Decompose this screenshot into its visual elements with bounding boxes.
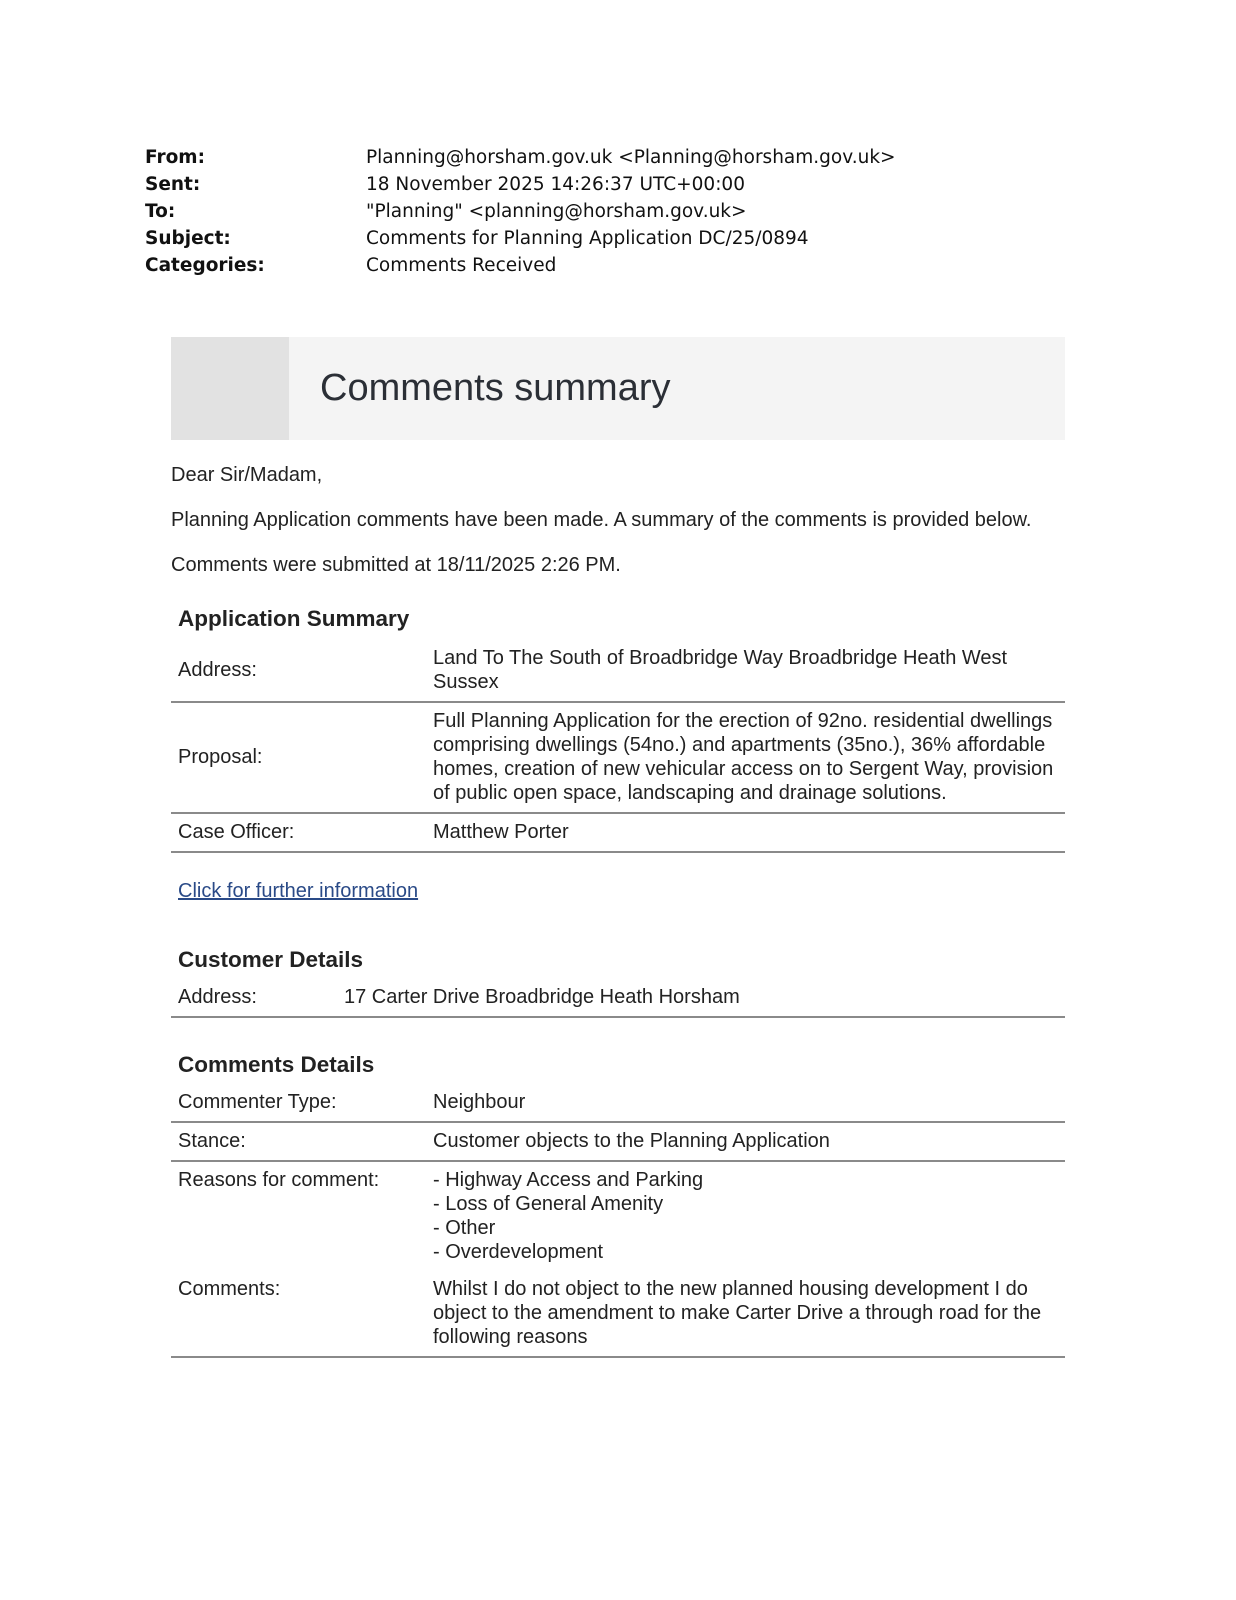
sent-label: Sent:	[145, 174, 201, 195]
reason-item: - Highway Access and Parking	[433, 1169, 704, 1191]
customer-address-label: Address:	[171, 979, 337, 1017]
from-value: Planning@horsham.gov.uk <Planning@horsham.gov.uk>	[366, 147, 896, 168]
table-row	[171, 1271, 1065, 1357]
application-summary-heading: Application Summary	[178, 606, 410, 631]
proposal-value: Full Planning Application for the erection of 92no. residential dwellings comprising dwellings (54no.) and apartments (35no.), 36% affordable homes, creation of new vehicular access on to Sergent Way, provision of public open space, landscaping and drainage solutions.	[426, 702, 1065, 813]
to-value: "Planning" <planning@horsham.gov.uk>	[366, 201, 747, 222]
submitted-text: Comments were submitted at 18/11/2025 2:26 PM.	[171, 554, 621, 576]
proposal-label: Proposal:	[171, 702, 426, 813]
table-row	[171, 979, 1065, 1017]
summary-banner	[171, 337, 1065, 440]
customer-address-value: 17 Carter Drive Broadbridge Heath Horsham	[337, 979, 1065, 1017]
table-row	[171, 1084, 1065, 1122]
reasons-list	[426, 1161, 1065, 1271]
reasons-label: Reasons for comment:	[178, 1169, 380, 1191]
comments-label: Comments:	[171, 1271, 426, 1357]
email-header	[145, 144, 896, 279]
stance-value: Customer objects to the Planning Application	[426, 1122, 1065, 1161]
subject-label: Subject:	[145, 228, 231, 249]
to-label: To:	[145, 201, 176, 222]
comments-value: Whilst I do not object to the new planned housing development I do object to the amendment to make Carter Drive a through road for the following reasons	[426, 1271, 1065, 1357]
intro-text: Planning Application comments have been made. A summary of the comments is provided below.	[171, 509, 1032, 531]
table-row	[171, 702, 1065, 813]
address-label: Address:	[171, 640, 426, 702]
reason-item: - Overdevelopment	[433, 1241, 604, 1263]
stance-label: Stance:	[171, 1122, 426, 1161]
reason-item: - Loss of General Amenity	[433, 1193, 664, 1215]
subject-row	[145, 225, 896, 252]
to-row	[145, 198, 896, 225]
customer-details-table	[171, 979, 1065, 1018]
categories-label: Categories:	[145, 255, 265, 276]
commenter-type-label: Commenter Type:	[171, 1084, 426, 1122]
customer-details-heading: Customer Details	[178, 947, 364, 972]
categories-value: Comments Received	[366, 255, 557, 276]
banner-title: Comments summary	[320, 367, 671, 409]
banner-logo-area	[171, 337, 289, 440]
comments-details-table	[171, 1084, 1065, 1358]
comments-details-heading: Comments Details	[178, 1052, 375, 1077]
address-value: Land To The South of Broadbridge Way Broadbridge Heath West Sussex	[426, 640, 1065, 702]
table-row	[171, 1161, 1065, 1271]
from-label: From:	[145, 147, 205, 168]
subject-value: Comments for Planning Application DC/25/0894	[366, 228, 809, 249]
table-row	[171, 640, 1065, 702]
categories-row	[145, 252, 896, 279]
application-summary-table	[171, 640, 1065, 853]
table-row	[171, 813, 1065, 852]
commenter-type-value: Neighbour	[426, 1084, 1065, 1122]
from-row	[145, 144, 896, 171]
sent-value: 18 November 2025 14:26:37 UTC+00:00	[366, 174, 745, 195]
case-officer-label: Case Officer:	[171, 813, 426, 852]
further-information-link[interactable]: Click for further information	[178, 880, 419, 902]
greeting: Dear Sir/Madam,	[171, 464, 323, 486]
sent-row	[145, 171, 896, 198]
email-body	[171, 337, 1065, 1358]
case-officer-value: Matthew Porter	[426, 813, 1065, 852]
reason-item: - Other	[433, 1217, 496, 1239]
table-row	[171, 1122, 1065, 1161]
